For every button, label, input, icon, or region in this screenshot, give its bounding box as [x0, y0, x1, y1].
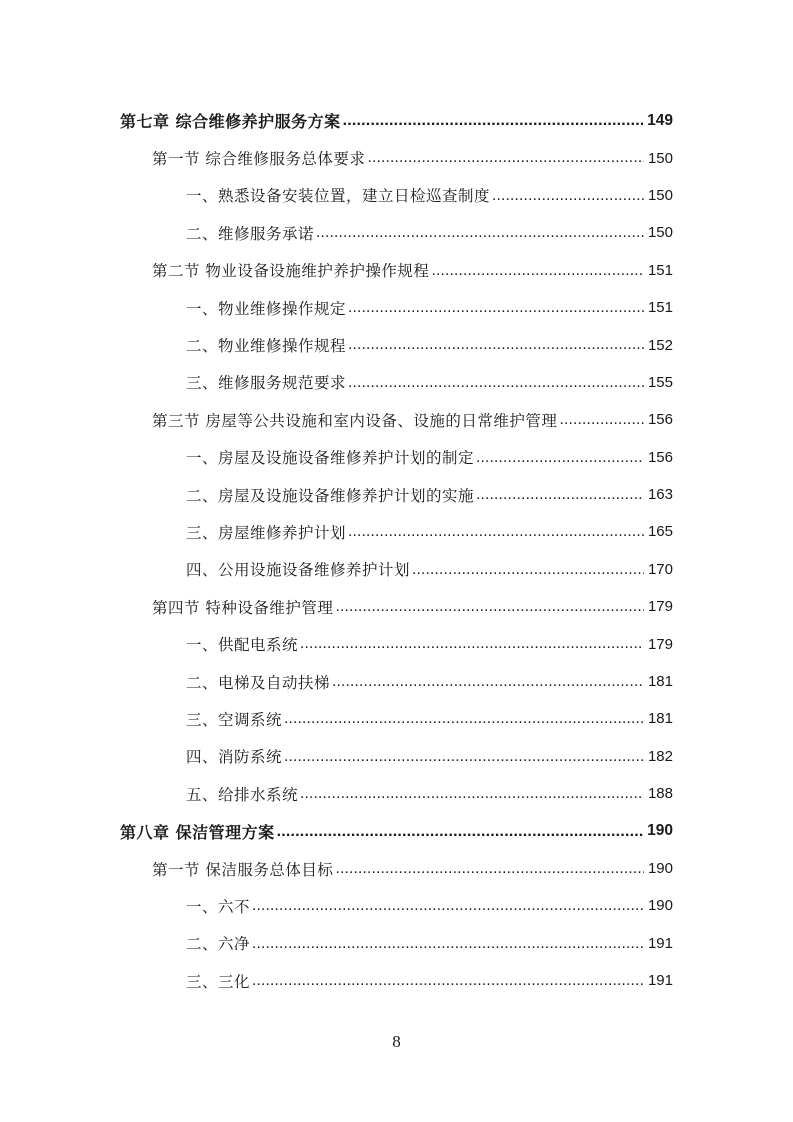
- toc-entry-label: 第一节 保洁服务总体目标: [152, 858, 335, 880]
- toc-entry-page: 190: [647, 897, 673, 915]
- dot-leader: [431, 261, 644, 280]
- dot-leader: [252, 897, 644, 916]
- toc-entry-page: 191: [647, 934, 673, 952]
- toc-entry-label: 三、空调系统: [186, 708, 284, 730]
- dot-leader: [284, 710, 644, 729]
- dot-leader: [335, 597, 644, 616]
- toc-entry-item[interactable]: [120, 214, 673, 251]
- dot-leader: [300, 635, 644, 654]
- toc-entry-item[interactable]: [120, 925, 673, 962]
- toc-entry-item[interactable]: [120, 476, 673, 513]
- dot-leader: [476, 485, 644, 504]
- toc-entry-page: 156: [647, 411, 673, 429]
- toc-entry-item[interactable]: [120, 551, 673, 588]
- toc-entry-label: 一、熟悉设备安装位置，建立日检巡查制度: [186, 184, 492, 206]
- dot-leader: [277, 822, 644, 841]
- dot-leader: [348, 298, 644, 317]
- toc-entry-label: 一、供配电系统: [186, 633, 300, 655]
- toc-entry-label: 二、房屋及设施设备维修养护计划的实施: [186, 484, 476, 506]
- toc-entry-page: 179: [647, 598, 673, 616]
- toc-entry-label: 二、电梯及自动扶梯: [186, 671, 332, 693]
- toc-entry-page: 155: [647, 373, 673, 391]
- toc-entry-item[interactable]: [120, 625, 673, 662]
- dot-leader: [252, 971, 644, 990]
- toc-entry-item[interactable]: [120, 513, 673, 550]
- toc-entry-item[interactable]: [120, 700, 673, 737]
- page-number: 8: [392, 1032, 401, 1051]
- toc-entry-label: 二、六净: [186, 932, 252, 954]
- toc-entry-label: 四、公用设施设备维修养护计划: [186, 558, 412, 580]
- dot-leader: [343, 111, 644, 130]
- toc-entry-chapter[interactable]: [120, 812, 673, 849]
- toc-entry-chapter[interactable]: [120, 102, 673, 139]
- dot-leader: [348, 336, 644, 355]
- toc-entry-label: 三、维修服务规范要求: [186, 371, 348, 393]
- toc-entry-label: 一、物业维修操作规定: [186, 297, 348, 319]
- dot-leader: [476, 448, 644, 467]
- dot-leader: [492, 186, 644, 205]
- toc-entry-page: 170: [647, 560, 673, 578]
- dot-leader: [412, 560, 644, 579]
- toc-entry-label: 第一节 综合维修服务总体要求: [152, 147, 367, 169]
- toc-entry-page: 181: [647, 673, 673, 691]
- toc-entry-item[interactable]: [120, 962, 673, 999]
- toc-entry-page: 181: [647, 710, 673, 728]
- toc-entry-page: 150: [647, 224, 673, 242]
- toc-entry-page: 156: [647, 448, 673, 466]
- toc-entry-item[interactable]: [120, 738, 673, 775]
- toc-entry-item[interactable]: [120, 177, 673, 214]
- toc-entry-label: 三、三化: [186, 970, 252, 992]
- toc-entry-page: 150: [647, 149, 673, 167]
- toc-entry-label: 第四节 特种设备维护管理: [152, 596, 335, 618]
- toc-entry-label: 五、给排水系统: [186, 783, 300, 805]
- toc-entry-page: 151: [647, 299, 673, 317]
- dot-leader: [367, 149, 644, 168]
- toc-entry-label: 第七章 综合维修养护服务方案: [120, 109, 343, 132]
- dot-leader: [348, 523, 644, 542]
- toc-entry-label: 第二节 物业设备设施维护养护操作规程: [152, 259, 431, 281]
- toc-entry-page: 179: [647, 635, 673, 653]
- toc-entry-section[interactable]: [120, 588, 673, 625]
- toc-entry-label: 第八章 保洁管理方案: [120, 820, 277, 843]
- toc-entry-label: 三、房屋维修养护计划: [186, 521, 348, 543]
- dot-leader: [300, 784, 644, 803]
- toc-entry-label: 四、消防系统: [186, 745, 284, 767]
- dot-leader: [252, 934, 644, 953]
- toc-entry-page: 151: [647, 261, 673, 279]
- toc-entry-page: 165: [647, 523, 673, 541]
- dot-leader: [559, 411, 644, 430]
- toc-entry-page: 163: [647, 486, 673, 504]
- toc-entry-label: 一、房屋及设施设备维修养护计划的制定: [186, 446, 476, 468]
- toc-entry-item[interactable]: [120, 364, 673, 401]
- toc-entry-page: 191: [647, 972, 673, 990]
- dot-leader: [335, 859, 644, 878]
- dot-leader: [332, 672, 644, 691]
- toc-entry-page: 190: [647, 860, 673, 877]
- toc-entry-page: 150: [647, 186, 673, 204]
- toc-entry-section[interactable]: [120, 401, 673, 438]
- dot-leader: [316, 224, 644, 243]
- toc-entry-page: 152: [647, 336, 673, 354]
- toc-entry-item[interactable]: [120, 775, 673, 812]
- toc-entry-label: 二、物业维修操作规程: [186, 334, 348, 356]
- toc-entry-page: 188: [647, 785, 673, 803]
- toc-entry-item[interactable]: [120, 326, 673, 363]
- toc-entry-item[interactable]: [120, 663, 673, 700]
- toc-entry-page: 190: [647, 822, 673, 840]
- toc-entry-page: 149: [647, 111, 673, 129]
- toc-entry-label: 一、六不: [186, 895, 252, 917]
- toc-entry-section[interactable]: [120, 850, 673, 887]
- toc-entry-item[interactable]: [120, 439, 673, 476]
- toc-entry-section[interactable]: [120, 139, 673, 176]
- toc-entry-item[interactable]: [120, 887, 673, 924]
- dot-leader: [348, 373, 644, 392]
- toc-entry-label: 第三节 房屋等公共设施和室内设备、设施的日常维护管理: [152, 409, 559, 431]
- toc-entry-item[interactable]: [120, 289, 673, 326]
- toc-entry-section[interactable]: [120, 252, 673, 289]
- toc-entry-page: 182: [647, 747, 673, 765]
- table-of-contents: [120, 102, 673, 999]
- toc-entry-label: 二、维修服务承诺: [186, 222, 316, 244]
- dot-leader: [284, 747, 644, 766]
